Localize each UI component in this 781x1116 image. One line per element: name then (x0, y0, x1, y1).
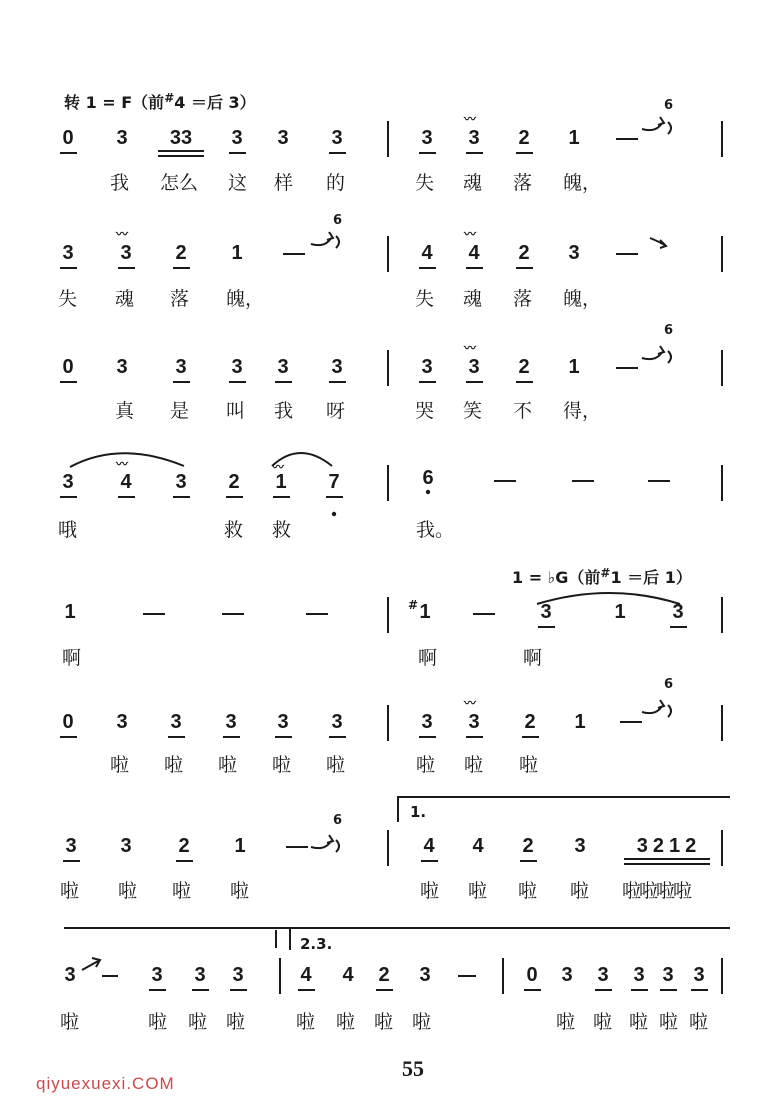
lyric: 得， (563, 400, 602, 422)
lyric: 笑 (463, 400, 483, 422)
note: 3 (468, 356, 480, 378)
lyric: 魄， (563, 172, 602, 194)
barline (387, 236, 389, 272)
lyric: 我。 (416, 519, 455, 541)
dash (572, 480, 594, 482)
lyric: 落 (513, 288, 533, 310)
grace-note: 6 (333, 213, 343, 228)
underline (173, 496, 190, 498)
sharp-sign: # (408, 598, 419, 612)
note: 3 (194, 964, 206, 986)
underline (158, 155, 204, 157)
lyric: 啦 (296, 1011, 316, 1033)
underline (176, 860, 193, 862)
lyric: 啊 (62, 647, 82, 669)
note: 1 (568, 127, 580, 149)
underline (466, 267, 483, 269)
note: 3 (468, 127, 480, 149)
note: 3 (331, 127, 343, 149)
dash (616, 253, 638, 255)
underline (273, 496, 290, 498)
lyric: 啦 (164, 754, 184, 776)
lyric: 啦 (60, 1011, 80, 1033)
lyric: 啦 (374, 1011, 394, 1033)
note: 3 (540, 601, 552, 623)
barline (387, 830, 389, 866)
ornament-mark: 〰 (464, 227, 476, 241)
page-number: 55 (402, 1056, 424, 1081)
key-change-1: 转 1 = F（前#4 ＝后 3） (64, 91, 256, 112)
note: 2 (175, 242, 187, 264)
barline (721, 597, 723, 633)
underline (118, 496, 135, 498)
ornament-mark: 〰 (116, 457, 128, 471)
note: 7 (328, 471, 340, 493)
note: 3 (225, 711, 237, 733)
underline (298, 989, 315, 991)
note: 3 (331, 356, 343, 378)
lyric: 魂 (115, 288, 135, 310)
underline (419, 736, 436, 738)
lyric: 样 (274, 172, 294, 194)
dash (494, 480, 516, 482)
underline (60, 152, 77, 154)
underline (326, 496, 343, 498)
ornament-mark: 〰 (464, 341, 476, 355)
note: 3 (175, 471, 187, 493)
grace-note: 6 (664, 677, 674, 692)
note: 3 (672, 601, 684, 623)
note: 3 (331, 711, 343, 733)
lyric: 是 (170, 400, 190, 422)
underline (419, 267, 436, 269)
volta-1-label: 1. (410, 803, 427, 821)
underline (173, 381, 190, 383)
lyric: 魂 (463, 288, 483, 310)
barline (502, 958, 504, 994)
barline (721, 705, 723, 741)
lyric: 失 (415, 288, 435, 310)
dash (620, 721, 642, 723)
barline (275, 930, 277, 948)
note: 3 (231, 127, 243, 149)
lyric: 失 (58, 288, 78, 310)
lyric: 啦 (518, 880, 538, 902)
ornament-mark: 〰 (272, 460, 284, 474)
lyric: 救 (272, 519, 292, 541)
note: 3 (568, 242, 580, 264)
note: 0 (62, 127, 74, 149)
note: 3 (561, 964, 573, 986)
note: 3 (65, 835, 77, 857)
underline (466, 381, 483, 383)
note: 2 (524, 711, 536, 733)
note: 3 (633, 964, 645, 986)
note: 3 (62, 242, 74, 264)
underline (226, 496, 243, 498)
lyric: 这 (228, 172, 248, 194)
note: 3 (277, 356, 289, 378)
underline (230, 989, 247, 991)
lyric: 啦 (519, 754, 539, 776)
dash (143, 613, 165, 615)
dash (616, 138, 638, 140)
lyric: 啦 (464, 754, 484, 776)
note: 2 (522, 835, 534, 857)
note: 3 (120, 242, 132, 264)
lyric: 啦 (118, 880, 138, 902)
lyric: 啦 (416, 754, 436, 776)
underline (466, 152, 483, 154)
lyric: 啦 (468, 880, 488, 902)
note: 4 (468, 242, 480, 264)
underline (149, 989, 166, 991)
underline (168, 736, 185, 738)
underline (631, 989, 648, 991)
dash (458, 975, 476, 977)
underline (670, 626, 687, 628)
dash (286, 846, 308, 848)
note: 3212 (636, 835, 702, 857)
note: 3 (693, 964, 705, 986)
barline (387, 350, 389, 386)
note: 0 (62, 711, 74, 733)
underline (524, 989, 541, 991)
barline (721, 236, 723, 272)
underline (419, 152, 436, 154)
underline (329, 736, 346, 738)
dash (648, 480, 670, 482)
note: 1 (574, 711, 586, 733)
lyric: 啦 (60, 880, 80, 902)
note: 4 (342, 964, 354, 986)
underline (691, 989, 708, 991)
note: 3 (170, 711, 182, 733)
underline (192, 989, 209, 991)
dash (306, 613, 328, 615)
note: 4 (472, 835, 484, 857)
note: 3 (64, 964, 76, 986)
underline (624, 858, 710, 860)
note: 4 (300, 964, 312, 986)
note: 0 (526, 964, 538, 986)
lyric: 落 (513, 172, 533, 194)
barline (721, 958, 723, 994)
underline (223, 736, 240, 738)
note: 2 (228, 471, 240, 493)
ornament-mark: 〰 (116, 227, 128, 241)
underline (329, 152, 346, 154)
underline (624, 863, 710, 865)
note: 3 (175, 356, 187, 378)
note: 3 (597, 964, 609, 986)
note: 3 (232, 964, 244, 986)
note: 3 (116, 356, 128, 378)
note: 1 (64, 601, 76, 623)
barline (721, 350, 723, 386)
lyric: 救 (224, 519, 244, 541)
note: 4 (423, 835, 435, 857)
underline (520, 860, 537, 862)
lyric: 啦 (689, 1011, 709, 1033)
barline (721, 830, 723, 866)
note: 3 (277, 711, 289, 733)
note: 2 (378, 964, 390, 986)
note: 3 (421, 356, 433, 378)
underline (595, 989, 612, 991)
note: 2 (518, 127, 530, 149)
underline (466, 736, 483, 738)
lyric: 啦啦啦啦 (622, 880, 691, 902)
grace-note: 6 (664, 98, 674, 113)
dash (473, 613, 495, 615)
volta-2-3-label: 2.3. (300, 935, 333, 953)
lyric: 落 (170, 288, 190, 310)
lyric: 啦 (272, 754, 292, 776)
lyric: 呀 (326, 400, 346, 422)
note: 3 (231, 356, 243, 378)
underline (516, 152, 533, 154)
note: 6 (422, 467, 434, 489)
note: 2 (178, 835, 190, 857)
lyric: 的 (326, 172, 346, 194)
underline (275, 736, 292, 738)
underline (60, 381, 77, 383)
underline (329, 381, 346, 383)
barline (721, 121, 723, 157)
ornament-mark: 〰 (464, 696, 476, 710)
barline (279, 958, 281, 994)
underline (118, 267, 135, 269)
lyric: 魄， (226, 288, 265, 310)
underline (419, 381, 436, 383)
underline (516, 381, 533, 383)
lyric: 哭 (415, 400, 435, 422)
grace-note: 6 (333, 813, 343, 828)
dash (616, 367, 638, 369)
note: 2 (518, 242, 530, 264)
lyric: 啦 (188, 1011, 208, 1033)
note: 1 (234, 835, 246, 857)
ornament-mark: 〰 (464, 112, 476, 126)
lyric: 啦 (218, 754, 238, 776)
underline (229, 152, 246, 154)
underline (60, 496, 77, 498)
note: 1 (419, 601, 431, 623)
lyric: 怎么 (160, 172, 199, 194)
barline (387, 121, 389, 157)
dash (283, 253, 305, 255)
note: 3 (120, 835, 132, 857)
lyric: 我 (274, 400, 294, 422)
underline (660, 989, 677, 991)
underline (522, 736, 539, 738)
grace-note: 6 (664, 323, 674, 338)
lyric: 啦 (110, 754, 130, 776)
underline (158, 150, 204, 152)
lyric: 真 (115, 400, 135, 422)
lyric: 啦 (629, 1011, 649, 1033)
note: 0 (62, 356, 74, 378)
barline (387, 705, 389, 741)
underline (60, 736, 77, 738)
note: 33 (169, 127, 193, 149)
note: 4 (421, 242, 433, 264)
note: 1 (275, 471, 287, 493)
lyric: 啦 (148, 1011, 168, 1033)
lyric: 魂 (463, 172, 483, 194)
note: 3 (468, 711, 480, 733)
underline (421, 860, 438, 862)
barline (387, 465, 389, 501)
lyric: 啦 (659, 1011, 679, 1033)
note: 1 (568, 356, 580, 378)
barline (387, 597, 389, 633)
lyric: 啦 (420, 880, 440, 902)
note: 1 (231, 242, 243, 264)
lyric: 啊 (418, 647, 438, 669)
note: 4 (120, 471, 132, 493)
note: 3 (419, 964, 431, 986)
lyric: 啦 (593, 1011, 613, 1033)
note: 3 (421, 127, 433, 149)
lyric: 哦 (58, 519, 78, 541)
lyric: 啦 (412, 1011, 432, 1033)
lyric: 啦 (556, 1011, 576, 1033)
lyric: 啊 (523, 647, 543, 669)
lyric: 啦 (172, 880, 192, 902)
lyric: 失 (415, 172, 435, 194)
note: 3 (116, 127, 128, 149)
note: 3 (62, 471, 74, 493)
underline (63, 860, 80, 862)
underline (173, 267, 190, 269)
note: 3 (574, 835, 586, 857)
watermark: qiyuexuexi.COM (36, 1074, 175, 1093)
lyric: 不 (513, 400, 533, 422)
note: 1 (614, 601, 626, 623)
note: 3 (662, 964, 674, 986)
underline (60, 267, 77, 269)
lyric: 啦 (336, 1011, 356, 1033)
note: 3 (151, 964, 163, 986)
underline (538, 626, 555, 628)
underline (376, 989, 393, 991)
dash (102, 975, 118, 977)
lyric: 啦 (226, 1011, 246, 1033)
lyric: 啦 (326, 754, 346, 776)
lyric: 叫 (226, 400, 246, 422)
lyric: 我 (110, 172, 130, 194)
key-change-2: 1 = ♭G（前#1 ＝后 1） (512, 566, 692, 587)
underline (516, 267, 533, 269)
note: 3 (116, 711, 128, 733)
barline (721, 465, 723, 501)
underline (275, 381, 292, 383)
lyric: 啦 (570, 880, 590, 902)
note: 3 (421, 711, 433, 733)
lyric: 魄， (563, 288, 602, 310)
dash (222, 613, 244, 615)
lyric: 啦 (230, 880, 250, 902)
underline (229, 381, 246, 383)
note: 2 (518, 356, 530, 378)
note: 3 (277, 127, 289, 149)
